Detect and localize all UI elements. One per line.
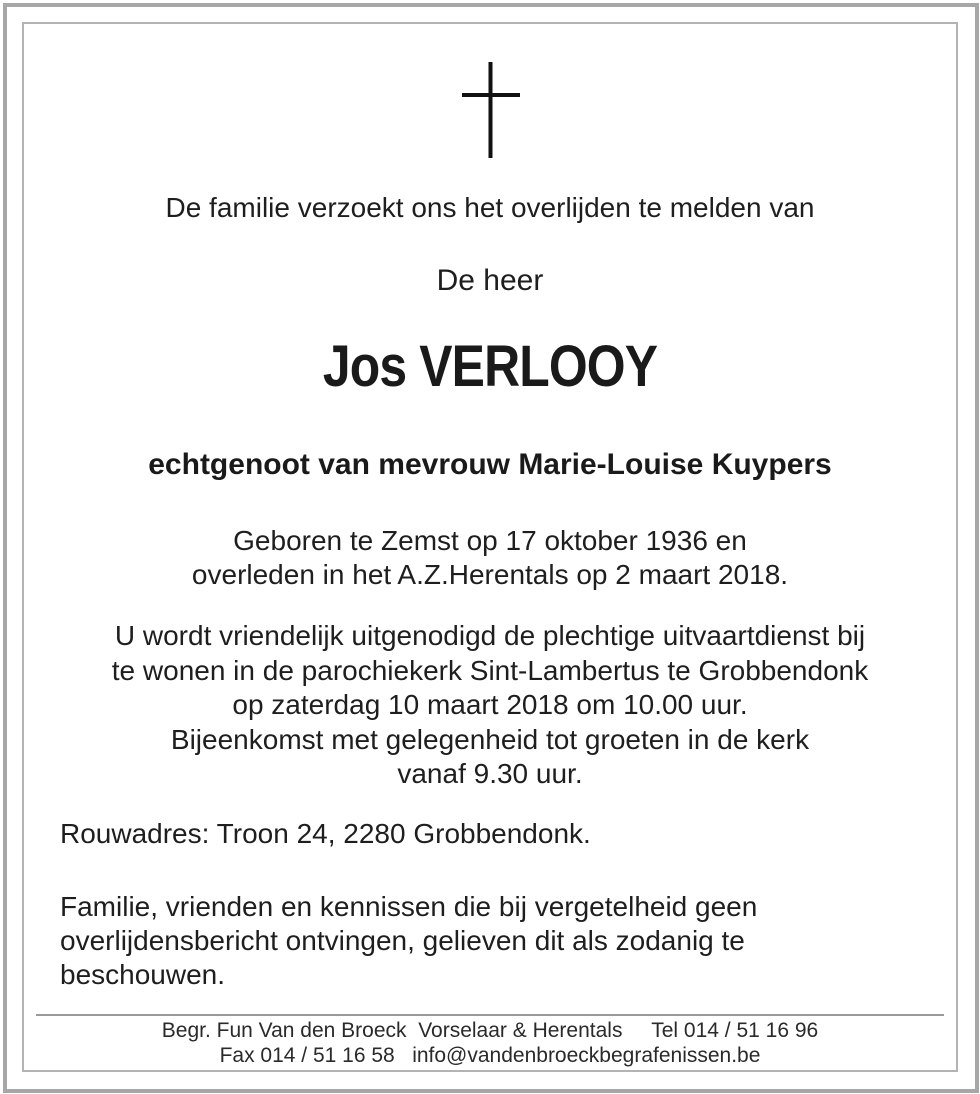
- service-line: vanaf 9.30 uur.: [397, 758, 583, 789]
- service-paragraph: [0, 619, 980, 792]
- intro-text: De familie verzoekt ons het overlijden te melden van: [165, 192, 815, 223]
- cross-icon: [462, 62, 520, 158]
- funeral-home-contact: Begr. Fun Van den Broeck Vorselaar & Herentals Tel 014 / 51 16 96: [161, 1019, 819, 1042]
- footer-divider: [36, 1014, 944, 1016]
- birth-line: Geboren te Zemst op 17 oktober 1936 en: [233, 525, 747, 556]
- service-line: Bijeenkomst met gelegenheid tot groeten in de kerk: [170, 723, 810, 755]
- service-line: op zaterdag 10 maart 2018 om 10.00 uur.: [232, 689, 748, 720]
- death-line: overleden in het A.Z.Herentals op 2 maart 2018.: [191, 559, 789, 590]
- closing-line: beschouwen.: [60, 959, 226, 990]
- service-line: U wordt vriendelijk uitgenodigd de plechtige uitvaartdienst bij: [114, 620, 866, 651]
- birth-death-paragraph: [0, 524, 980, 592]
- honorific: De heer: [436, 264, 544, 297]
- closing-line: Familie, vrienden en kennissen die bij vergetelheid geen: [60, 891, 758, 922]
- spouse-line: echtgenoot van mevrouw Marie-Louise Kuypers: [148, 448, 832, 481]
- closing-line: overlijdensbericht ontvingen, gelieven dit als zodanig te: [60, 925, 745, 956]
- deceased-name: Jos VERLOOY: [322, 334, 658, 399]
- mourning-address: Rouwadres: Troon 24, 2280 Grobbendonk.: [60, 818, 591, 849]
- service-line: te wonen in de parochiekerk Sint-Lambertus te Grobbendonk: [111, 654, 869, 686]
- funeral-home-fax-email: Fax 014 / 51 16 58 info@vandenbroeckbegrafenissen.be: [219, 1044, 761, 1067]
- closing-paragraph: [60, 890, 757, 992]
